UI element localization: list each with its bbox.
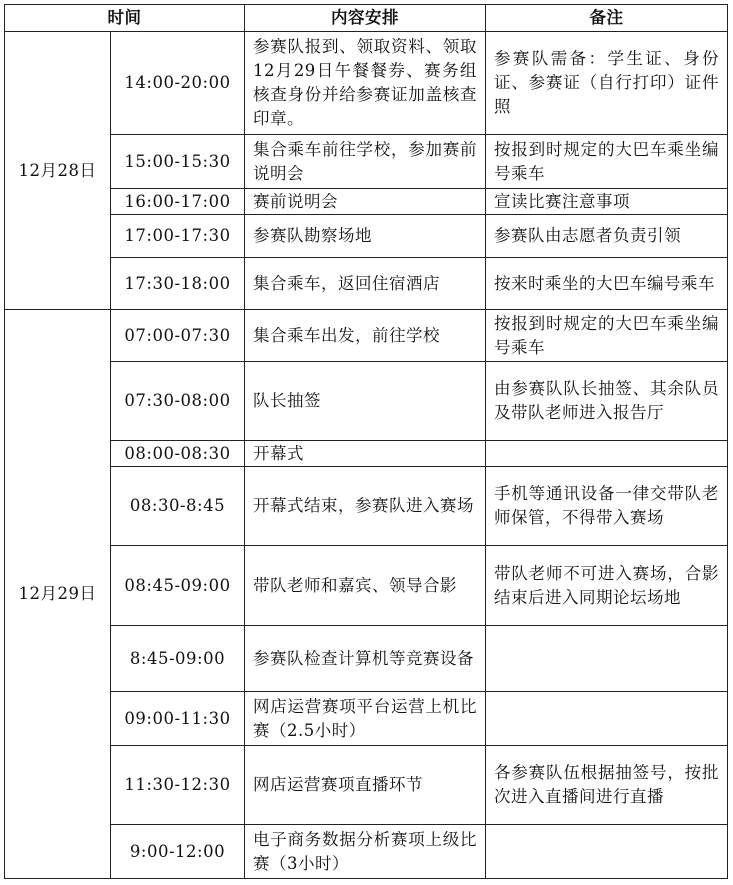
time-cell: 16:00-17:00 (111, 189, 245, 215)
date-cell: 12月28日 (5, 32, 111, 310)
content-cell: 赛前说明会 (245, 189, 486, 215)
note-cell: 参赛队需备：学生证、身份证、参赛证（自行打印）证件照 (486, 32, 728, 135)
note-cell: 由参赛队队长抽签、其余队员及带队老师进入报告厅 (486, 362, 728, 441)
content-cell: 网店运营赛项直播环节 (245, 746, 486, 825)
note-cell: 按报到时规定的大巴车乘坐编号乘车 (486, 310, 728, 362)
schedule-table (4, 4, 728, 879)
time-cell: 17:30-18:00 (111, 258, 245, 310)
table-row (5, 546, 728, 626)
table-row (5, 467, 728, 546)
table-row (5, 746, 728, 825)
header-content: 内容安排 (245, 5, 486, 32)
content-cell: 带队老师和嘉宾、领导合影 (245, 546, 486, 626)
header-row (5, 5, 728, 32)
time-cell: 15:00-15:30 (111, 135, 245, 189)
content-cell: 参赛队检查计算机等竞赛设备 (245, 626, 486, 692)
content-cell: 网店运营赛项平台运营上机比赛（2.5小时） (245, 692, 486, 746)
note-cell: 手机等通讯设备一律交带队老师保管，不得带入赛场 (486, 467, 728, 546)
content-cell: 开幕式结束，参赛队进入赛场 (245, 467, 486, 546)
time-cell: 14:00-20:00 (111, 32, 245, 135)
note-cell: 各参赛队伍根据抽签号，按批次进入直播间进行直播 (486, 746, 728, 825)
note-cell (486, 825, 728, 879)
table-row (5, 189, 728, 215)
table-row (5, 441, 728, 467)
content-cell: 队长抽签 (245, 362, 486, 441)
date-cell: 12月29日 (5, 310, 111, 879)
table-row (5, 626, 728, 692)
note-cell (486, 441, 728, 467)
note-cell: 参赛队由志愿者负责引领 (486, 215, 728, 258)
note-cell: 宣读比赛注意事项 (486, 189, 728, 215)
time-cell: 08:30-8:45 (111, 467, 245, 546)
content-cell: 参赛队报到、领取资料、领取12月29日午餐餐券、赛务组核查身份并给参赛证加盖核查印章。 (245, 32, 486, 135)
content-cell: 集合乘车前往学校，参加赛前说明会 (245, 135, 486, 189)
time-cell: 07:30-08:00 (111, 362, 245, 441)
content-cell: 集合乘车，返回住宿酒店 (245, 258, 486, 310)
table-row (5, 362, 728, 441)
note-cell: 按来时乘坐的大巴车编号乘车 (486, 258, 728, 310)
header-time: 时间 (5, 5, 245, 32)
content-cell: 电子商务数据分析赛项上级比赛（3小时） (245, 825, 486, 879)
time-cell: 09:00-11:30 (111, 692, 245, 746)
content-cell: 参赛队勘察场地 (245, 215, 486, 258)
table-row (5, 258, 728, 310)
time-cell: 17:00-17:30 (111, 215, 245, 258)
table-row (5, 215, 728, 258)
note-cell (486, 692, 728, 746)
table-row (5, 135, 728, 189)
table-row (5, 32, 728, 135)
time-cell: 9:00-12:00 (111, 825, 245, 879)
note-cell: 带队老师不可进入赛场，合影结束后进入同期论坛场地 (486, 546, 728, 626)
content-cell: 开幕式 (245, 441, 486, 467)
time-cell: 07:00-07:30 (111, 310, 245, 362)
time-cell: 11:30-12:30 (111, 746, 245, 825)
note-cell (486, 626, 728, 692)
table-row (5, 825, 728, 879)
note-cell: 按报到时规定的大巴车乘坐编号乘车 (486, 135, 728, 189)
time-cell: 08:45-09:00 (111, 546, 245, 626)
table-row (5, 310, 728, 362)
header-note: 备注 (486, 5, 728, 32)
table-row (5, 692, 728, 746)
time-cell: 8:45-09:00 (111, 626, 245, 692)
time-cell: 08:00-08:30 (111, 441, 245, 467)
content-cell: 集合乘车出发，前往学校 (245, 310, 486, 362)
